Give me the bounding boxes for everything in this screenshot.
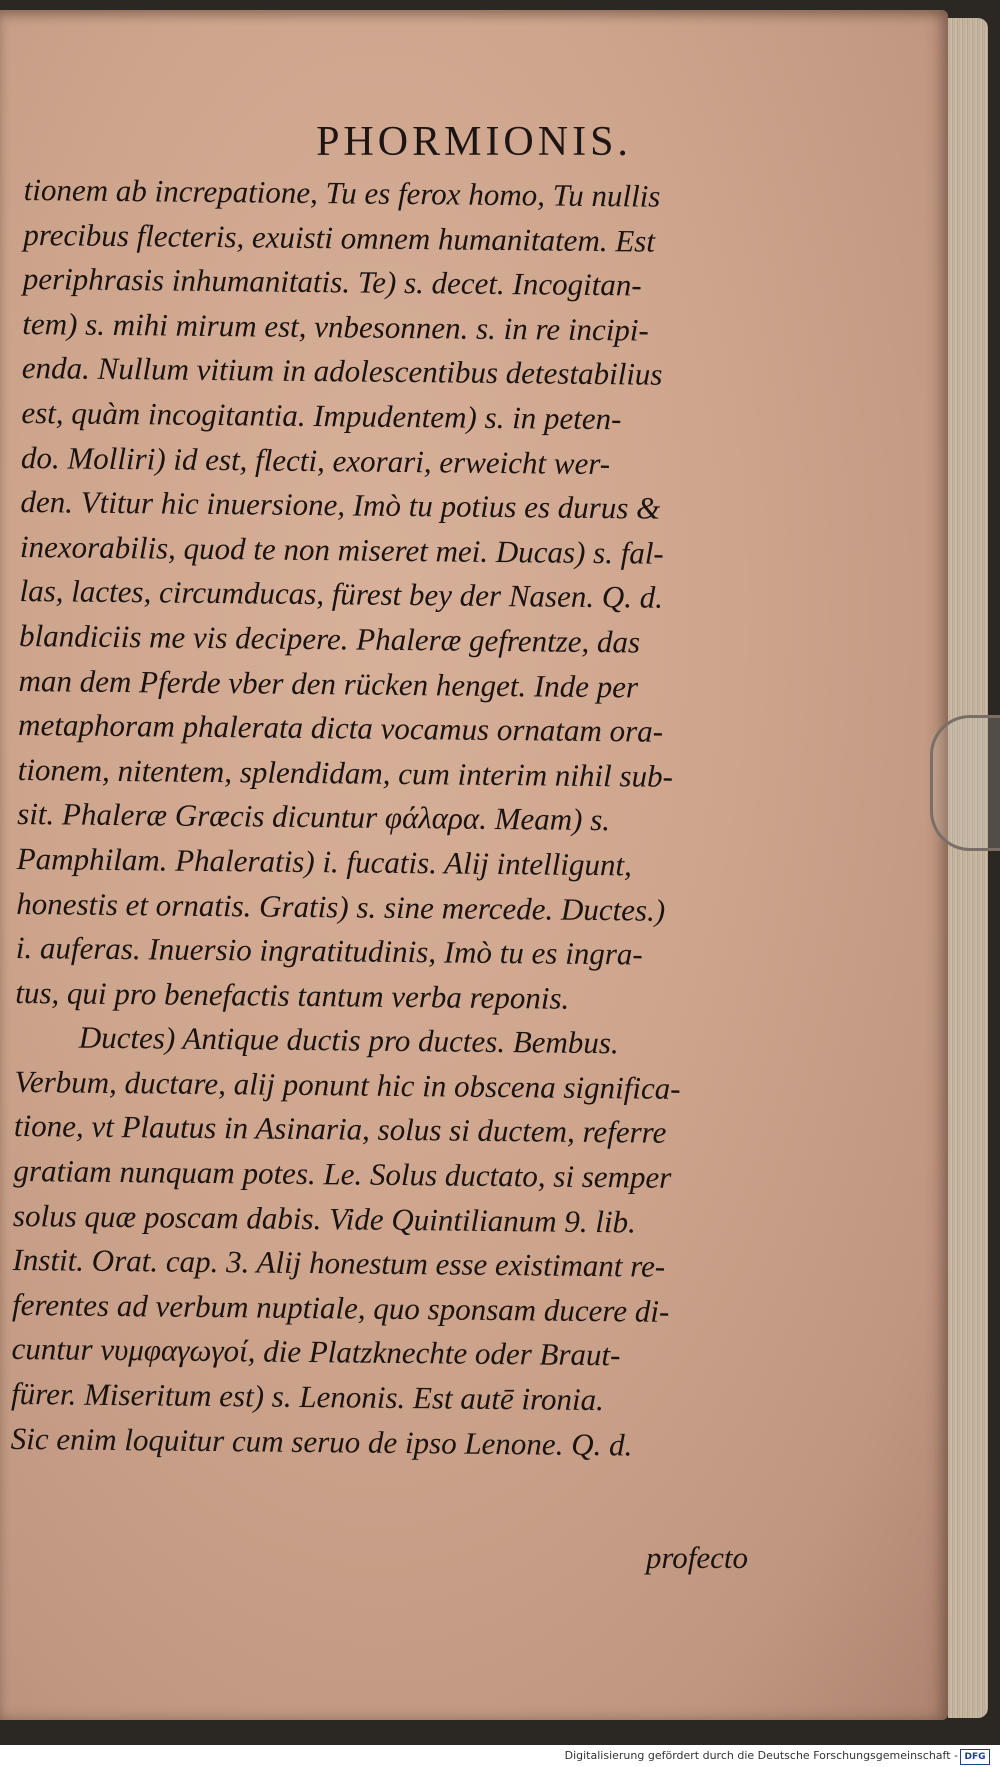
text-line: cuntur νυμφαγωγοί, die Platzknechte oder Braut-	[11, 1331, 621, 1373]
text-line: metaphoram phalerata dicta vocamus ornatam ora-	[17, 707, 664, 749]
text-line: tem) s. mihi mirum est, vnbesonnen. s. in re incipi-	[22, 305, 650, 348]
text-line: Ductes) Antique ductis pro ductes. Bembus.	[78, 1019, 619, 1061]
text-line: ferentes ad verbum nuptiale, quo sponsam ducere di-	[11, 1286, 670, 1329]
text-line: Verbum, ductare, alij ponunt hic in obscena significa-	[14, 1063, 681, 1106]
text-line: tione, vt Plautus in Asinaria, solus si ductem, referre	[13, 1108, 667, 1151]
text-line: den. Vtitur hic inuersione, Imò tu potius es durus &	[20, 484, 661, 526]
text-line: solus quæ poscam dabis. Vide Quintilianum 9. lib.	[12, 1197, 637, 1240]
text-line: tus, qui pro benefactis tantum verba reponis.	[15, 974, 570, 1016]
book-clasp	[930, 715, 1000, 851]
text-line: do. Molliri) id est, flecti, exorari, erweicht wer-	[20, 439, 611, 481]
text-line: blandiciis me vis decipere. Phaleræ gefrentze, das	[18, 617, 641, 660]
catchword: profecto	[645, 1540, 748, 1575]
text-line: precibus flecteris, exuisti omnem humanitatem. Est	[23, 216, 656, 259]
dfg-logo-icon: DFG	[960, 1749, 990, 1765]
text-line: Instit. Orat. cap. 3. Alij honestum esse existimant re-	[12, 1242, 666, 1285]
text-line: enda. Nullum vitium in adolescentibus detestabilius	[21, 350, 663, 393]
text-line: las, lactes, circumducas, fürest bey der Nasen. Q. d.	[19, 573, 664, 616]
book-page	[0, 10, 948, 1720]
text-line: fürer. Miseritum est) s. Lenonis. Est autē ironia.	[10, 1375, 605, 1418]
text-line: Sic enim loquitur cum seruo de ipso Lenone. Q. d.	[10, 1420, 633, 1463]
text-line: honestis et ornatis. Gratis) s. sine mercede. Ductes.)	[16, 885, 666, 928]
text-line: man dem Pferde vber den rücken henget. Inde per	[18, 662, 639, 704]
funding-credit: Digitalisierung gefördert durch die Deutsche Forschungsgemeinschaft -	[564, 1749, 958, 1762]
page-edges	[948, 18, 988, 1718]
text-line: i. auferas. Inuersio ingratitudinis, Imò tu es ingra-	[15, 930, 643, 972]
text-line: sit. Phaleræ Græcis dicuntur φάλαρα. Meam) s.	[17, 796, 611, 838]
body-text	[10, 168, 913, 1470]
text-line: gratiam nunquam potes. Le. Solus ductato, si semper	[13, 1153, 672, 1195]
text-line: Pamphilam. Phaleratis) i. fucatis. Alij intelligunt,	[16, 840, 633, 883]
running-header: PHORMIONIS.	[316, 119, 632, 165]
text-line: inexorabilis, quod te non miseret mei. Ducas) s. fal-	[19, 528, 664, 571]
text-line: tionem, nitentem, splendidam, cum interim nihil sub-	[17, 751, 674, 794]
text-line: tionem ab increpatione, Tu es ferox homo, Tu nullis	[23, 171, 661, 214]
text-line: est, quàm incogitantia. Impudentem) s. in peten-	[21, 394, 622, 437]
text-line: periphrasis inhumanitatis. Te) s. decet. Incogitan-	[22, 261, 642, 303]
